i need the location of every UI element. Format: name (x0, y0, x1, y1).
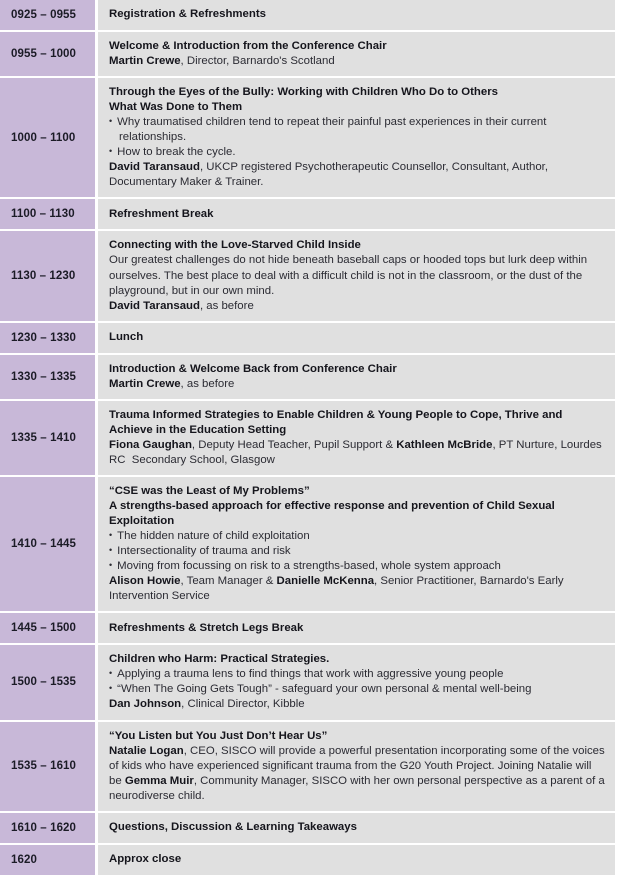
schedule-row (0, 401, 615, 475)
schedule-detail-cell (98, 199, 615, 229)
schedule-row (0, 199, 615, 229)
session-speaker (109, 54, 605, 69)
schedule-row (0, 845, 615, 875)
session-title: Connecting with the Love-Starved Child Inside (109, 239, 361, 252)
speaker-name: Dan Johnson (109, 698, 182, 711)
speaker-name: Fiona Gaughan (109, 438, 192, 451)
schedule-row (0, 355, 615, 399)
schedule-time-cell: 1100 – 1130 (0, 199, 95, 229)
schedule-detail-cell (98, 78, 615, 197)
session-bullet: • Why traumatised children tend to repeat their painful past experiences in their current relationships. (109, 115, 605, 145)
schedule-time-cell: 1610 – 1620 (0, 813, 95, 843)
session-speaker (109, 697, 605, 712)
schedule-row (0, 323, 615, 353)
schedule-time-cell: 1335 – 1410 (0, 401, 95, 475)
schedule-detail-cell (98, 477, 615, 611)
session-speaker (109, 438, 605, 468)
schedule-row (0, 231, 615, 320)
session-title: Questions, Discussion & Learning Takeaways (109, 821, 357, 834)
schedule-row (0, 645, 615, 719)
session-bullet: • Intersectionality of trauma and risk (109, 544, 605, 559)
session-bullet: • Moving from focussing on risk to a strengths-based, whole system approach (109, 559, 605, 574)
speaker-role: , Team Manager & (180, 575, 277, 588)
speaker-name: Martin Crewe (109, 55, 181, 68)
session-title: Through the Eyes of the Bully: Working with Children Who Do to Others (109, 86, 498, 99)
session-speaker (109, 160, 605, 190)
session-description: Our greatest challenges do not hide beneath baseball caps or hooded tops but lurk deep within ourselves. The best place to deal with a difficult child is not in the classroom, or the dust of the playground, but in our own mind. (109, 254, 588, 297)
speaker-name: Martin Crewe (109, 377, 181, 390)
schedule-detail-cell (98, 722, 615, 811)
speaker-role: , UKCP registered Psychotherapeutic Counsellor, Consultant, Author, Documentary Maker & Trainer. (109, 161, 548, 189)
speaker-name: David Taransaud (109, 161, 200, 174)
schedule-detail-cell (98, 323, 615, 353)
schedule-time-cell: 1130 – 1230 (0, 231, 95, 320)
schedule-detail-cell (98, 613, 615, 643)
schedule-time-cell: 1620 (0, 845, 95, 875)
speaker-role: , Director, Barnardo's Scotland (180, 55, 335, 68)
schedule-row (0, 32, 615, 76)
speaker-role: , as before (180, 377, 235, 390)
speaker-name-secondary: Gemma Muir (124, 774, 194, 787)
session-bullet: • The hidden nature of child exploitation (109, 529, 605, 544)
schedule-detail-cell (98, 813, 615, 843)
speaker-role: , CEO, SISCO will provide a powerful presentation incorporating some of the voices of kids who have experienced significant trauma from the G20 Youth Project. Joining Natalie will be (109, 744, 605, 787)
schedule-row (0, 0, 615, 30)
schedule-detail-cell (98, 0, 615, 30)
session-title: Lunch (109, 331, 144, 344)
schedule-detail-cell (98, 401, 615, 475)
session-title: What Was Done to Them (109, 101, 243, 114)
schedule-detail-cell (98, 32, 615, 76)
speaker-role: , Clinical Director, Kibble (181, 698, 305, 711)
session-bullet: • How to break the cycle. (109, 145, 605, 160)
schedule-row (0, 477, 615, 611)
schedule-detail-cell (98, 355, 615, 399)
speaker-name-secondary: Danielle McKenna (276, 575, 375, 588)
speaker-name: Alison Howie (109, 575, 181, 588)
schedule-time-cell: 0925 – 0955 (0, 0, 95, 30)
session-title: Refreshments & Stretch Legs Break (109, 621, 304, 634)
schedule-time-cell: 1535 – 1610 (0, 722, 95, 811)
speaker-role-secondary: , PT Nurture, Lourdes RC Secondary School, Glasgow (109, 438, 605, 466)
speaker-role-secondary: , Community Manager, SISCO with her own personal perspective as a parent of a neurodiverse child. (109, 774, 605, 802)
schedule-time-cell: 1000 – 1100 (0, 78, 95, 197)
schedule-time-cell: 1410 – 1445 (0, 477, 95, 611)
schedule-time-cell: 1445 – 1500 (0, 613, 95, 643)
session-bullet: • “When The Going Gets Tough” - safeguard your own personal & mental well-being (109, 682, 605, 697)
session-title: Approx close (109, 853, 182, 866)
schedule-row (0, 613, 615, 643)
session-speaker (109, 299, 605, 314)
schedule-row (0, 722, 615, 811)
session-title: Trauma Informed Strategies to Enable Children & Young People to Cope, Thrive and Achieve in the Education Setting (109, 408, 563, 436)
session-title: Introduction & Welcome Back from Conference Chair (109, 362, 397, 375)
speaker-name: David Taransaud (109, 299, 200, 312)
speaker-role-secondary: , Senior Practitioner, Barnardo's Early Intervention Service (109, 575, 564, 603)
session-speaker (109, 377, 605, 392)
session-title: A strengths-based approach for effective response and prevention of Child Sexual Exploitation (109, 499, 555, 528)
session-title: Welcome & Introduction from the Conference Chair (109, 40, 387, 52)
speaker-role: , as before (199, 299, 254, 312)
session-speaker (109, 744, 605, 804)
session-speaker (109, 574, 605, 604)
schedule-detail-cell (98, 845, 615, 875)
speaker-name-secondary: Kathleen McBride (396, 438, 493, 451)
session-bullet: • Applying a trauma lens to find things that work with aggressive young people (109, 667, 605, 682)
schedule-time-cell: 0955 – 1000 (0, 32, 95, 76)
schedule-time-cell: 1230 – 1330 (0, 323, 95, 353)
speaker-role: , Deputy Head Teacher, Pupil Support & (191, 438, 397, 451)
schedule-row (0, 813, 615, 843)
session-title: Refreshment Break (109, 207, 214, 220)
session-title: Children who Harm: Practical Strategies. (109, 653, 330, 666)
speaker-name: Natalie Logan (109, 744, 184, 757)
session-title: “CSE was the Least of My Problems” (109, 484, 310, 497)
schedule-detail-cell (98, 231, 615, 320)
schedule-row (0, 78, 615, 197)
schedule-time-cell: 1500 – 1535 (0, 645, 95, 719)
schedule-time-cell: 1330 – 1335 (0, 355, 95, 399)
session-title: Registration & Refreshments (109, 8, 266, 21)
session-title: “You Listen but You Just Don’t Hear Us” (109, 729, 328, 742)
schedule-detail-cell (98, 645, 615, 719)
